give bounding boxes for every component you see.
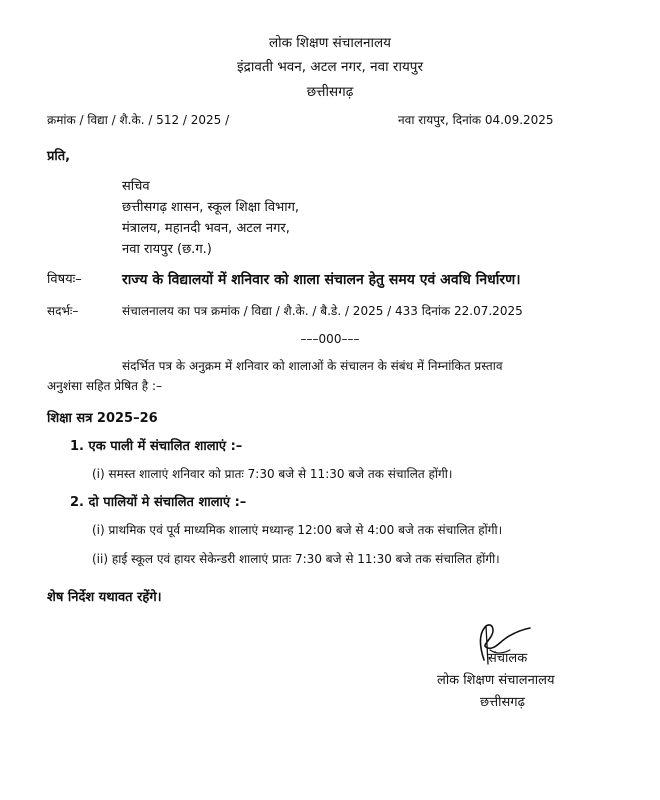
signatory-title: संचालक bbox=[488, 651, 528, 666]
header-state: छत्तीसगढ़ bbox=[306, 84, 354, 100]
section-item: (i) प्राथमिक एवं पूर्व माध्यमिक शालाएं मध्यान्ह 12:00 बजे से 4:00 बजे तक संचालित होंगी। bbox=[92, 523, 503, 537]
recipient-line: नवा रायपुर (छ.ग.) bbox=[122, 242, 212, 257]
section-item: (ii) हाई स्कूल एवं हायर सेकेन्डरी शालाएं प्रातः 7:30 बजे से 11:30 बजे तक संचालित होंगी। bbox=[92, 552, 500, 566]
session-heading: शिक्षा सत्र 2025–26 bbox=[47, 411, 158, 426]
signatory-office: लोक शिक्षण संचालनालय bbox=[437, 673, 555, 688]
reference-text: संचालनालय का पत्र क्रमांक / विद्या / शै.के. / बै.डे. / 2025 / 433 दिनांक 22.07.2025 bbox=[122, 304, 523, 318]
section-heading: 1. एक पाली में संचालित शालाएं :– bbox=[70, 439, 243, 454]
header-address: इंद्रावती भवन, अटल नगर, नवा रायपुर bbox=[237, 59, 423, 75]
recipient-line: मंत्रालय, महानदी भवन, अटल नगर, bbox=[122, 221, 290, 236]
reference-label: सदर्भः– bbox=[47, 304, 79, 318]
to-label: प्रति, bbox=[47, 149, 71, 164]
section-heading: 2. दो पालियों मे संचालित शालाएं :– bbox=[70, 495, 247, 510]
reference-number: क्रमांक / विद्या / शै.के. / 512 / 2025 / bbox=[47, 113, 230, 127]
closing-note: शेष निर्देश यथावत रहेंगे। bbox=[47, 590, 162, 605]
section-item: (i) समस्त शालाएं शनिवार को प्रातः 7:30 बजे से 11:30 बजे तक संचालित होंगी। bbox=[92, 467, 453, 481]
header-office-name: लोक शिक्षण संचालनालय bbox=[268, 35, 392, 51]
body-paragraph-line: अनुशंसा सहित प्रेषित है :– bbox=[47, 379, 163, 393]
separator: –––000––– bbox=[300, 332, 360, 346]
recipient-line: सचिव bbox=[122, 179, 150, 194]
signatory-state: छत्तीसगढ़ bbox=[480, 695, 525, 710]
body-paragraph-line: संदर्भित पत्र के अनुक्रम में शनिवार को शालाओं के संचालन के संबंध में निम्नांकित प्रस्ताव bbox=[122, 359, 503, 373]
subject-label: विषयः– bbox=[47, 272, 82, 287]
subject-text: राज्य के विद्यालयों में शनिवार को शाला संचालन हेतु समय एवं अवधि निर्धारण। bbox=[122, 272, 521, 288]
recipient-line: छत्तीसगढ़ शासन, स्कूल शिक्षा विभाग, bbox=[122, 200, 300, 215]
place-date: नवा रायपुर, दिनांक 04.09.2025 bbox=[398, 113, 554, 127]
